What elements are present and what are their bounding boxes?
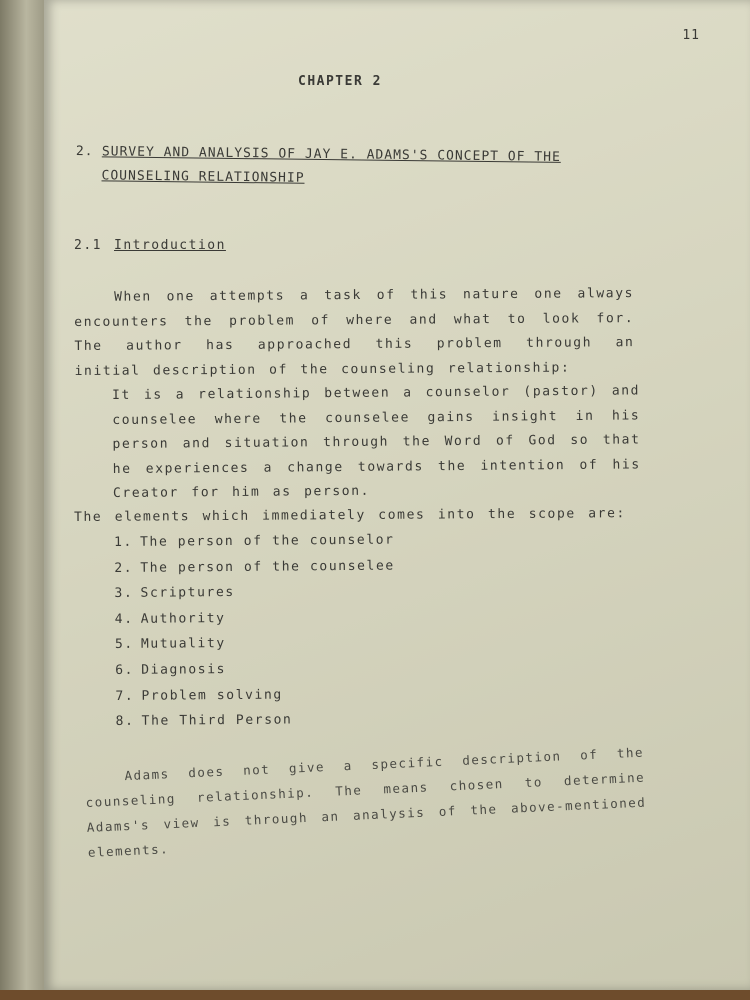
list-item: 3. Scriptures — [114, 585, 235, 602]
subsection-heading — [74, 238, 226, 253]
closing-paragraph — [84, 740, 648, 865]
book-gutter — [0, 0, 44, 1000]
list-item: 2. The person of the counselee — [114, 558, 395, 576]
intro-paragraph-text: When one attempts a task of this nature one always encounters the problem of where and what to look for. The author has approached this problem through an initial description of the counseling relationship: — [74, 286, 635, 379]
closing-paragraph-text: Adams does not give a specific description of the counseling relationship. The means chosen to determine Adams's view is through an analysis of the above-mentioned elements. — [85, 744, 647, 860]
elements-intro: The elements which immediately comes into the scope are: — [74, 506, 626, 525]
page-number: 11 — [682, 28, 700, 43]
definition-quote: It is a relationship between a counselor (pastor) and counselee where the counselee gains insight in his person and situation through the Word of God so that he experiences a change towards the intention of his Creator for him as person. — [112, 383, 641, 501]
section-title-line1: SURVEY AND ANALYSIS OF JAY E. ADAMS'S CONCEPT OF THE — [101, 144, 561, 165]
section-title — [75, 140, 636, 195]
list-item: 6. Diagnosis — [115, 661, 227, 678]
section-title-line2: COUNSELING RELATIONSHIP — [101, 168, 305, 186]
list-item: 1. The person of the counselor — [114, 532, 395, 550]
page-bottom-edge — [0, 990, 750, 1000]
elements-list — [114, 533, 396, 740]
list-item: 5. Mutuality — [114, 636, 226, 653]
intro-paragraph — [74, 282, 635, 384]
section-number: 2. — [75, 143, 94, 160]
chapter-heading: CHAPTER 2 — [298, 74, 382, 89]
list-item: 4. Authority — [114, 610, 226, 627]
list-item: 8. The Third Person — [115, 712, 293, 730]
list-item: 7. Problem solving — [115, 687, 283, 704]
subsection-number: 2.1 — [74, 238, 102, 253]
document-page — [44, 0, 750, 990]
subsection-title: Introduction — [114, 238, 226, 253]
